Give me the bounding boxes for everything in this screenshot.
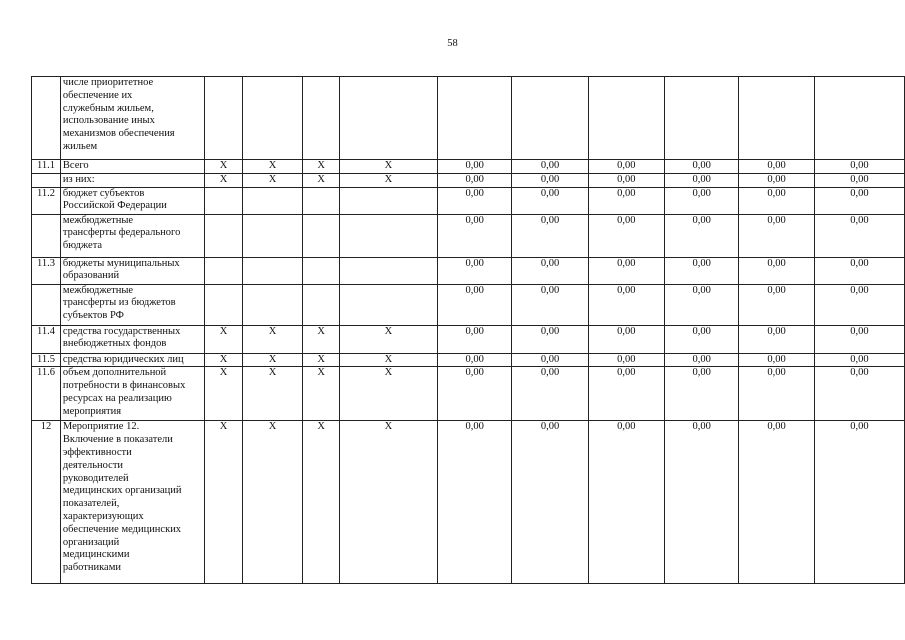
value-cell [739, 77, 814, 160]
mark-cell: X [242, 325, 302, 353]
value-cell: 0,00 [588, 187, 664, 214]
budget-table [31, 76, 905, 584]
mark-cell: X [340, 367, 438, 421]
value-cell: 0,00 [739, 284, 814, 325]
mark-cell: X [205, 173, 243, 187]
mark-cell: X [340, 325, 438, 353]
mark-cell: X [340, 421, 438, 584]
value-cell: 0,00 [437, 284, 511, 325]
mark-cell [303, 257, 340, 284]
value-cell: 0,00 [437, 173, 511, 187]
value-cell: 0,00 [512, 421, 588, 584]
mark-cell: X [205, 353, 243, 367]
mark-cell [242, 214, 302, 257]
value-cell: 0,00 [665, 353, 739, 367]
value-cell: 0,00 [437, 160, 511, 174]
row-label: из них: [60, 173, 204, 187]
mark-cell: X [303, 367, 340, 421]
value-cell: 0,00 [665, 284, 739, 325]
value-cell: 0,00 [512, 187, 588, 214]
mark-cell: X [303, 325, 340, 353]
mark-cell [340, 187, 438, 214]
value-cell: 0,00 [665, 367, 739, 421]
value-cell: 0,00 [739, 173, 814, 187]
value-cell: 0,00 [512, 214, 588, 257]
value-cell [512, 77, 588, 160]
value-cell: 0,00 [437, 367, 511, 421]
value-cell [437, 77, 511, 160]
table-row [32, 325, 905, 353]
value-cell: 0,00 [814, 284, 904, 325]
value-cell: 0,00 [665, 214, 739, 257]
row-label: средства юридических лиц [60, 353, 204, 367]
table-row [32, 160, 905, 174]
value-cell: 0,00 [512, 325, 588, 353]
mark-cell: X [242, 421, 302, 584]
row-number [32, 284, 61, 325]
table-row [32, 187, 905, 214]
mark-cell: X [242, 367, 302, 421]
row-label: Всего [60, 160, 204, 174]
row-label: межбюджетные трансферты федерального бюджета [60, 214, 204, 257]
mark-cell: X [303, 353, 340, 367]
value-cell: 0,00 [588, 284, 664, 325]
table-row [32, 353, 905, 367]
value-cell: 0,00 [814, 214, 904, 257]
table-row [32, 214, 905, 257]
value-cell: 0,00 [814, 160, 904, 174]
mark-cell: X [340, 160, 438, 174]
table-body [32, 77, 905, 584]
value-cell: 0,00 [512, 353, 588, 367]
mark-cell: X [340, 173, 438, 187]
row-number [32, 77, 61, 160]
value-cell: 0,00 [665, 257, 739, 284]
row-label: межбюджетные трансферты из бюджетов субъектов РФ [60, 284, 204, 325]
mark-cell [205, 77, 243, 160]
value-cell: 0,00 [814, 257, 904, 284]
mark-cell: X [242, 353, 302, 367]
value-cell: 0,00 [512, 367, 588, 421]
row-label: средства государственных внебюджетных фондов [60, 325, 204, 353]
value-cell: 0,00 [437, 325, 511, 353]
value-cell: 0,00 [588, 325, 664, 353]
value-cell: 0,00 [814, 187, 904, 214]
mark-cell [340, 214, 438, 257]
row-number: 11.6 [32, 367, 61, 421]
value-cell: 0,00 [814, 421, 904, 584]
value-cell: 0,00 [512, 173, 588, 187]
mark-cell: X [242, 173, 302, 187]
mark-cell: X [303, 173, 340, 187]
value-cell: 0,00 [437, 353, 511, 367]
mark-cell [340, 284, 438, 325]
value-cell: 0,00 [665, 325, 739, 353]
value-cell: 0,00 [665, 160, 739, 174]
mark-cell [242, 284, 302, 325]
value-cell: 0,00 [437, 257, 511, 284]
value-cell: 0,00 [814, 353, 904, 367]
value-cell: 0,00 [665, 173, 739, 187]
row-label: числе приоритетное обеспечение их служебным жильем, использование иных механизмов обеспечения жильем [60, 77, 204, 160]
value-cell: 0,00 [437, 421, 511, 584]
page-number: 58 [447, 38, 458, 49]
value-cell: 0,00 [739, 353, 814, 367]
row-number: 11.3 [32, 257, 61, 284]
value-cell: 0,00 [437, 214, 511, 257]
mark-cell: X [303, 160, 340, 174]
mark-cell [303, 187, 340, 214]
value-cell: 0,00 [437, 187, 511, 214]
value-cell: 0,00 [739, 187, 814, 214]
mark-cell: X [340, 353, 438, 367]
mark-cell [340, 257, 438, 284]
mark-cell: X [242, 160, 302, 174]
value-cell: 0,00 [512, 284, 588, 325]
value-cell: 0,00 [739, 325, 814, 353]
table-row [32, 284, 905, 325]
mark-cell [205, 284, 243, 325]
mark-cell [242, 77, 302, 160]
value-cell: 0,00 [739, 214, 814, 257]
value-cell: 0,00 [588, 257, 664, 284]
mark-cell [303, 284, 340, 325]
row-number: 11.4 [32, 325, 61, 353]
table-row [32, 173, 905, 187]
row-number: 11.2 [32, 187, 61, 214]
row-label: объем дополнительной потребности в финансовых ресурсах на реализацию мероприятия [60, 367, 204, 421]
row-number: 11.1 [32, 160, 61, 174]
mark-cell [340, 77, 438, 160]
row-number: 11.5 [32, 353, 61, 367]
value-cell: 0,00 [588, 353, 664, 367]
mark-cell: X [205, 421, 243, 584]
mark-cell [242, 187, 302, 214]
value-cell: 0,00 [588, 173, 664, 187]
mark-cell [205, 187, 243, 214]
table-row [32, 257, 905, 284]
value-cell: 0,00 [814, 325, 904, 353]
value-cell: 0,00 [588, 367, 664, 421]
value-cell [665, 77, 739, 160]
value-cell [814, 77, 904, 160]
value-cell: 0,00 [814, 173, 904, 187]
mark-cell: X [205, 367, 243, 421]
value-cell: 0,00 [665, 187, 739, 214]
value-cell: 0,00 [512, 257, 588, 284]
row-label: бюджет субъектов Российской Федерации [60, 187, 204, 214]
value-cell: 0,00 [739, 257, 814, 284]
value-cell: 0,00 [739, 160, 814, 174]
value-cell: 0,00 [588, 160, 664, 174]
mark-cell: X [205, 325, 243, 353]
row-number [32, 173, 61, 187]
value-cell: 0,00 [588, 214, 664, 257]
row-number: 12 [32, 421, 61, 584]
value-cell: 0,00 [665, 421, 739, 584]
mark-cell [242, 257, 302, 284]
table-row [32, 421, 905, 584]
value-cell [588, 77, 664, 160]
table-row [32, 367, 905, 421]
value-cell: 0,00 [739, 367, 814, 421]
value-cell: 0,00 [512, 160, 588, 174]
row-number [32, 214, 61, 257]
mark-cell: X [303, 421, 340, 584]
value-cell: 0,00 [814, 367, 904, 421]
mark-cell [303, 77, 340, 160]
mark-cell [205, 214, 243, 257]
value-cell: 0,00 [588, 421, 664, 584]
mark-cell [205, 257, 243, 284]
mark-cell: X [205, 160, 243, 174]
value-cell: 0,00 [739, 421, 814, 584]
table-row [32, 77, 905, 160]
row-label: Мероприятие 12. Включение в показатели эффективности деятельности руководителей медицинских организаций показателей, характеризующих обеспечение медицинских организаций медицинскими работниками [60, 421, 204, 584]
mark-cell [303, 214, 340, 257]
row-label: бюджеты муниципальных образований [60, 257, 204, 284]
